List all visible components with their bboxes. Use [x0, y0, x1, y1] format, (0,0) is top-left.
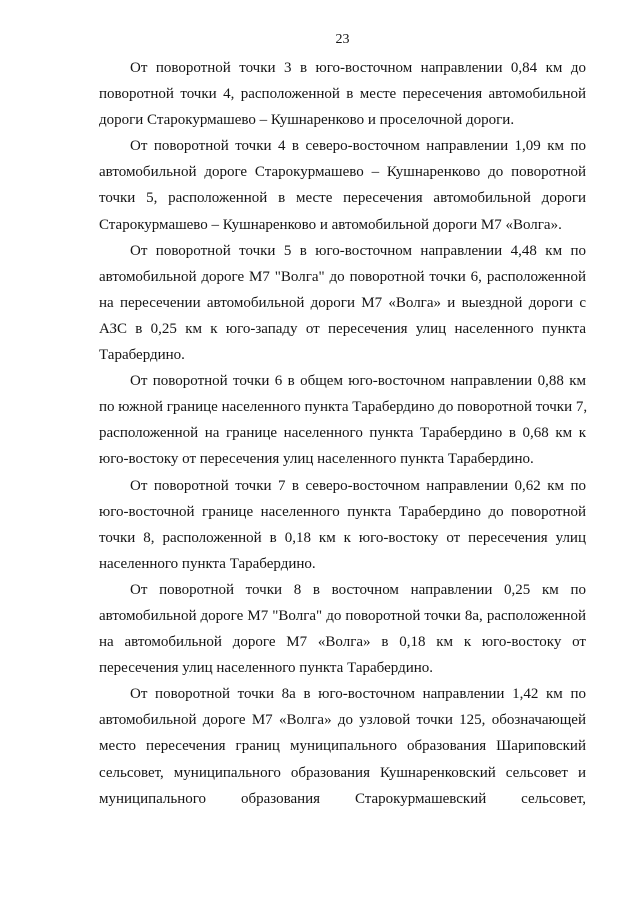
text-line: От поворотной точки 4 в северо-восточном направлении 1,09 км по: [130, 138, 586, 155]
text-line: расположенной на границе населенного пункта Тарабердино в 0,68 км к: [99, 425, 586, 442]
text-line: От поворотной точки 6 в общем юго-восточном направлении 0,88 км: [130, 373, 586, 390]
text-line: автомобильной дороге М7 "Волга" до поворотной точки 6, расположенной: [99, 268, 586, 285]
text-line: дороги Старокурмашево – Кушнаренково и проселочной дороги.: [99, 112, 515, 129]
paragraph: [99, 238, 586, 368]
document-body: [99, 55, 586, 812]
text-line: автомобильной дороге М7 «Волга» до узловой точки 125, обозначающей: [99, 712, 586, 729]
text-line: От поворотной точки 8 в восточном направлении 0,25 км по: [130, 581, 586, 598]
text-line: место пересечения границ муниципального образования Шариповский: [99, 738, 586, 755]
paragraph: [99, 368, 586, 472]
text-line: пересечения улиц населенного пункта Тарабердино.: [99, 660, 434, 677]
paragraph: [99, 133, 586, 237]
text-line: юго-восточной границе населенного пункта Тарабердино до поворотной: [99, 503, 586, 520]
text-line: автомобильной дороге Старокурмашево – Кушнаренково до поворотной: [99, 164, 586, 181]
paragraph: [99, 577, 586, 681]
text-line: муниципального образования Старокурмашевский сельсовет,: [99, 790, 586, 807]
text-line: АЗС в 0,25 км к юго-западу от пересечения улиц населенного пункта: [99, 320, 586, 337]
text-line: на автомобильной дороге М7 «Волга» в 0,18 км к юго-востоку от: [99, 634, 586, 651]
text-line: От поворотной точки 5 в юго-восточном направлении 4,48 км по: [130, 242, 586, 259]
text-line: точки 5, расположенной в месте пересечения автомобильной дороги: [99, 190, 586, 207]
text-line: населенного пункта Тарабердино.: [99, 555, 316, 572]
text-line: автомобильной дороге М7 "Волга" до поворотной точки 8а, расположенной: [99, 607, 586, 624]
text-line: на пересечении автомобильной дороги М7 «Волга» и выездной дороги с: [99, 294, 586, 311]
text-line: юго-востоку от пересечения улиц населенного пункта Тарабердино.: [99, 451, 534, 468]
paragraph: [99, 473, 586, 577]
text-line: Тарабердино.: [99, 347, 185, 364]
text-line: От поворотной точки 7 в северо-восточном направлении 0,62 км по: [130, 477, 586, 494]
paragraph: [99, 55, 586, 133]
text-line: сельсовет, муниципального образования Кушнаренковский сельсовет и: [99, 764, 586, 781]
text-line: От поворотной точки 3 в юго-восточном направлении 0,84 км до: [130, 60, 586, 76]
text-line: Старокурмашево – Кушнаренково и автомобильной дороги М7 «Волга».: [99, 216, 562, 233]
page-number: 23: [335, 32, 350, 47]
text-line: поворотной точки 4, расположенной в месте пересечения автомобильной: [99, 86, 586, 103]
text-line: От поворотной точки 8а в юго-восточном направлении 1,42 км по: [130, 686, 586, 703]
text-line: по южной границе населенного пункта Тарабердино до поворотной точки 7,: [99, 399, 588, 416]
paragraph: [99, 681, 586, 811]
text-line: точки 8, расположенной в 0,18 км к юго-востоку от пересечения улиц: [99, 529, 586, 546]
